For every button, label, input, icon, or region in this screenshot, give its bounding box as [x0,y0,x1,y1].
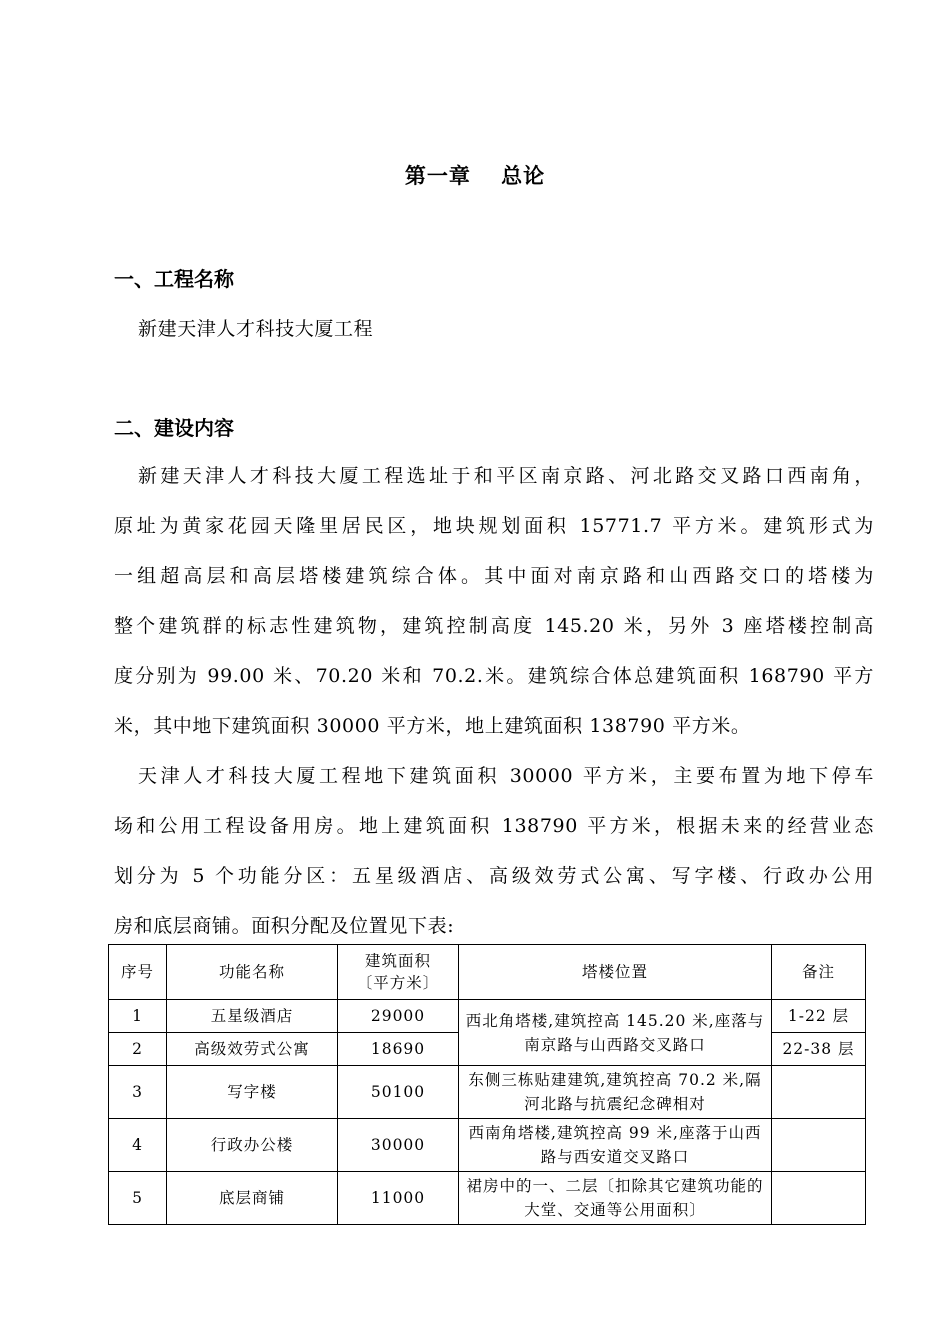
cell-function: 行政办公楼 [167,1119,338,1172]
cell-remark [772,1172,866,1225]
table-row [109,1066,866,1119]
paragraph-2-line-1: 天津人才科技大厦工程地下建筑面积 30000 平方米，主要布置为地下停车 [138,765,874,787]
header-area [338,945,459,1000]
project-name-text: 新建天津人才科技大厦工程 [138,318,374,340]
table-row [109,1172,866,1225]
header-area-line-2: 〔平方米〕 [356,974,440,992]
table-header-row [109,945,866,1000]
cell-area: 29000 [338,1000,459,1033]
cell-area: 30000 [338,1119,459,1172]
cell-area: 50100 [338,1066,459,1119]
section-heading-construction-content: 二、建设内容 [114,416,234,440]
cell-no: 2 [109,1033,167,1066]
paragraph-2-line-3: 划分为 5 个功能分区：五星级酒店、高级效劳式公寓、写字楼、行政办公用 [114,865,874,887]
header-function: 功能名称 [167,945,338,1000]
header-location: 塔楼位置 [459,945,772,1000]
cell-function: 底层商铺 [167,1172,338,1225]
paragraph-1-line-3: 一组超高层和高层塔楼建筑综合体。其中面对南京路和山西路交口的塔楼为 [114,565,874,587]
section-heading-project-name: 一、工程名称 [114,267,234,291]
cell-remark: 1-22 层 [772,1000,866,1033]
paragraph-1-line-5: 度分别为 99.00 米、70.20 米和 70.2.米。建筑综合体总建筑面积 168790 平方 [114,665,874,687]
cell-no: 1 [109,1000,167,1033]
cell-location: 东侧三栋贴建建筑,建筑控高 70.2 米,隔河北路与抗震纪念碑相对 [459,1066,772,1119]
cell-location-merged: 西北角塔楼,建筑控高 145.20 米,座落与南京路与山西路交叉路口 [459,1000,772,1066]
cell-function: 五星级酒店 [167,1000,338,1033]
cell-no: 5 [109,1172,167,1225]
header-no: 序号 [109,945,167,1000]
chapter-title: 第一章 总论 [404,163,546,188]
paragraph-2-line-4: 房和底层商铺。面积分配及位置见下表: [114,915,455,937]
paragraph-2-line-2: 场和公用工程设备用房。地上建筑面积 138790 平方米，根据未来的经营业态 [114,815,874,837]
cell-remark [772,1066,866,1119]
paragraph-1-line-6: 米，其中地下建筑面积 30000 平方米，地上建筑面积 138790 平方米。 [114,715,751,737]
cell-no: 4 [109,1119,167,1172]
paragraph-1-line-1: 新建天津人才科技大厦工程选址于和平区南京路、河北路交叉路口西南角， [138,465,874,487]
table-row [109,1119,866,1172]
cell-function: 写字楼 [167,1066,338,1119]
cell-no: 3 [109,1066,167,1119]
header-area-line-1: 建筑面积 [364,952,431,970]
cell-function: 高级效劳式公寓 [167,1033,338,1066]
paragraph-1-line-4: 整个建筑群的标志性建筑物，建筑控制高度 145.20 米，另外 3 座塔楼控制高 [114,615,874,637]
table-row [109,1000,866,1033]
cell-area: 11000 [338,1172,459,1225]
cell-location: 西南角塔楼,建筑控高 99 米,座落于山西路与西安道交叉路口 [459,1119,772,1172]
header-remark: 备注 [772,945,866,1000]
cell-location: 裙房中的一、二层〔扣除其它建筑功能的大堂、交通等公用面积〕 [459,1172,772,1225]
cell-area: 18690 [338,1033,459,1066]
paragraph-1-line-2: 原址为黄家花园天隆里居民区，地块规划面积 15771.7 平方米。建筑形式为 [114,515,874,537]
cell-remark: 22-38 层 [772,1033,866,1066]
cell-remark [772,1119,866,1172]
area-allocation-table [108,944,866,1225]
